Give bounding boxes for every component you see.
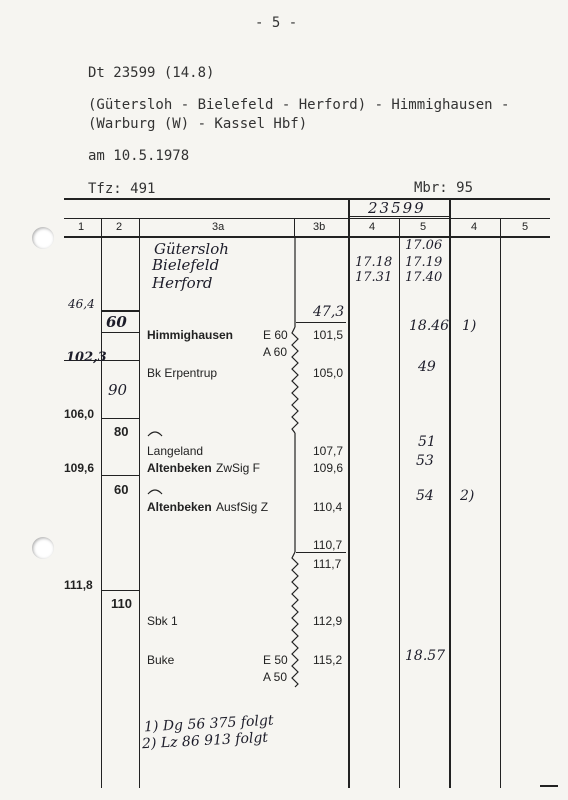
- station-himmighausen: Himmighausen: [147, 328, 234, 342]
- km-bk-erpentrup: 105,0: [313, 366, 344, 380]
- km-altenbeken-ausfsig: 110,4: [313, 500, 343, 514]
- page-number: - 5 -: [255, 15, 298, 31]
- route-line-2: (Warburg (W) - Kassel Hbf): [88, 116, 308, 132]
- col1-km-46-4: 46,4: [68, 297, 95, 311]
- train-title: Dt 23599 (14.8): [88, 65, 215, 81]
- col-header-1: 1: [78, 221, 85, 233]
- speed-rule-80: [101, 418, 139, 419]
- time-langeland-5: 51: [418, 434, 436, 450]
- time-himmighausen-5: 18.46: [409, 318, 450, 334]
- footnote-2: 2) Lz 86 913 folgt: [141, 729, 269, 753]
- col1-km-109-6: 109,6: [64, 461, 95, 475]
- signal-entry-himmighausen: E 60: [263, 328, 288, 342]
- col-header-3b: 3b: [313, 221, 326, 233]
- time-bielefeld-4: 17.18: [355, 255, 393, 270]
- time-altenbeken-zwsig-5: 53: [416, 453, 434, 469]
- col-3b-line: [285, 237, 305, 697]
- header-rule-low: [64, 218, 550, 219]
- speed-rule-110: [101, 590, 139, 591]
- footer-mark: [540, 785, 558, 787]
- punch-hole-top: [32, 227, 54, 249]
- speed-110: 110: [111, 596, 132, 611]
- km-sbk-1: 112,9: [313, 614, 343, 628]
- header-rule-bottom: [64, 236, 550, 238]
- time-guetersloh-5: 17.06: [405, 238, 443, 253]
- tfz-label: Tfz: 491: [88, 181, 156, 197]
- station-bk-erpentrup: Bk Erpentrup: [147, 366, 218, 380]
- km-110-7: 110,7: [313, 538, 343, 552]
- signal-altenbeken-zwsig: ZwSig F: [216, 461, 261, 475]
- km-111-7: 111,7: [313, 557, 342, 571]
- col-divider-4: [399, 218, 400, 788]
- speed-90: 90: [108, 381, 128, 399]
- km-above-himmighausen: 47,3: [313, 304, 345, 320]
- col-divider-2: [139, 218, 140, 788]
- station-altenbeken-ausfsig: Altenbeken: [147, 500, 212, 514]
- station-bielefeld: Bielefeld: [152, 256, 220, 274]
- km-langeland: 107,7: [313, 444, 344, 458]
- km-altenbeken-zwsig: 109,6: [313, 461, 344, 475]
- mbr-label: Mbr: 95: [414, 180, 474, 196]
- signal-exit-himmighausen: A 60: [263, 345, 288, 359]
- km-himmighausen: 101,5: [313, 328, 344, 342]
- signal-entry-buke: E 50: [263, 653, 288, 667]
- col1-km-102-3: 102,3: [66, 350, 107, 365]
- train-number-header: 23599: [368, 199, 426, 217]
- tunnel-mark-2: [146, 486, 164, 496]
- col-divider-5: [449, 198, 451, 788]
- col-header-5b: 5: [522, 221, 529, 233]
- km-buke: 115,2: [313, 653, 343, 667]
- col-header-4b: 4: [471, 221, 478, 233]
- date-line: am 10.5.1978: [88, 148, 190, 164]
- col-divider-1: [101, 218, 102, 788]
- station-langeland: Langeland: [147, 444, 204, 458]
- time-herford-5: 17.40: [405, 270, 443, 285]
- table-top-rule: [64, 198, 550, 200]
- km-rule-110-7: [296, 552, 346, 553]
- time-herford-4: 17.31: [355, 270, 393, 285]
- km-rule-47-3: [296, 322, 346, 323]
- note-himmighausen: 1): [462, 318, 477, 334]
- speed-rule-60: [101, 475, 139, 476]
- station-sbk-1: Sbk 1: [147, 614, 178, 628]
- signal-exit-buke: A 50: [263, 670, 288, 684]
- speed-box-bottom-60: [101, 332, 139, 333]
- time-altenbeken-ausfsig-5: 54: [416, 488, 434, 504]
- station-buke: Buke: [147, 653, 175, 667]
- col-header-5: 5: [420, 221, 427, 233]
- speed-box-top-60: [101, 310, 139, 312]
- col1-km-106-0: 106,0: [64, 407, 95, 421]
- speed-80: 80: [114, 424, 129, 439]
- station-altenbeken-zwsig: Altenbeken: [147, 461, 212, 475]
- col-header-3a: 3a: [212, 221, 225, 233]
- time-bielefeld-5: 17.19: [405, 255, 443, 270]
- col-divider-4b: [500, 218, 501, 788]
- time-bk-erpentrup-5: 49: [418, 359, 436, 375]
- col1-km-111-8: 111,8: [64, 578, 93, 592]
- speed-60b: 60: [114, 482, 129, 497]
- col-divider-3b: [348, 198, 350, 788]
- punch-hole-bottom: [32, 537, 54, 559]
- station-guetersloh: Gütersloh: [154, 240, 229, 258]
- tunnel-mark-1: [146, 428, 164, 438]
- station-herford: Herford: [152, 274, 213, 292]
- col-divider-3a: [294, 218, 295, 238]
- speed-60: 60: [106, 313, 127, 331]
- col-header-4: 4: [369, 221, 376, 233]
- col-header-2: 2: [116, 221, 123, 233]
- signal-altenbeken-ausfsig: AusfSig Z: [216, 500, 269, 514]
- route-line-1: (Gütersloh - Bielefeld - Herford) - Himmighausen -: [88, 97, 510, 113]
- footnote-1: 1) Dg 56 375 folgt: [143, 712, 274, 736]
- time-buke-5: 18.57: [405, 648, 446, 664]
- note-altenbeken-ausfsig: 2): [460, 488, 475, 504]
